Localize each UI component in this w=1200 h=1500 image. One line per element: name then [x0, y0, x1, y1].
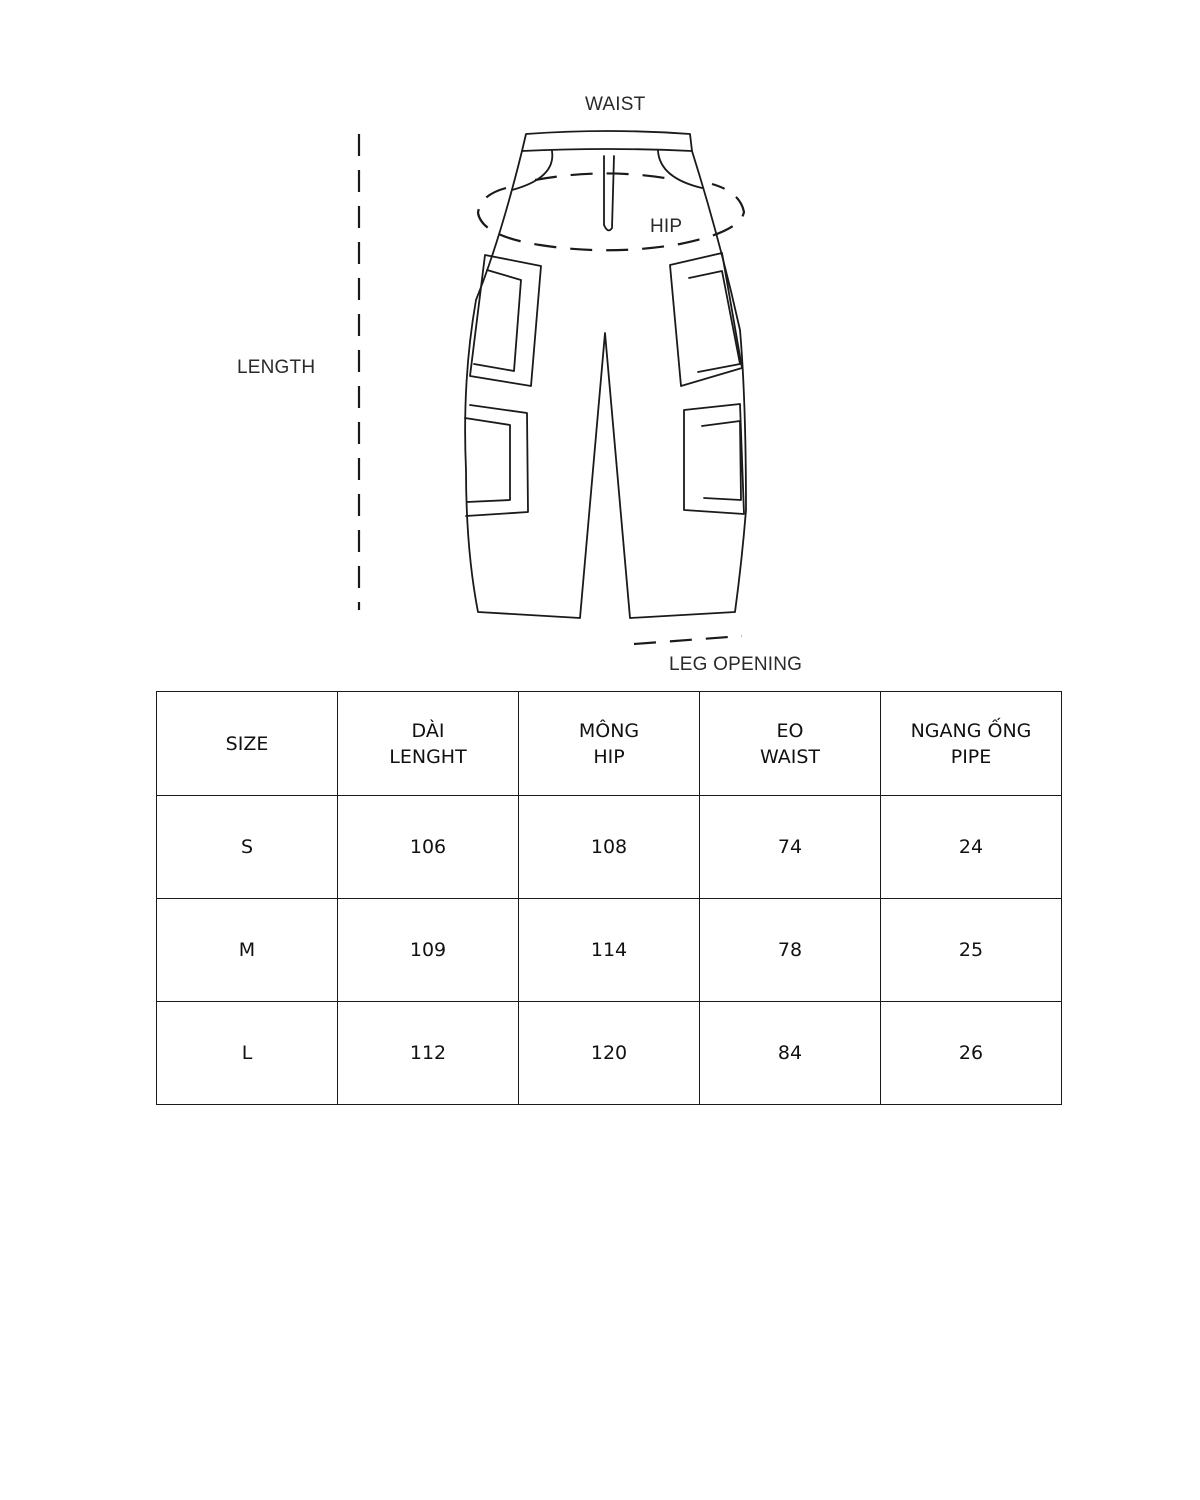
table-row — [157, 1002, 1062, 1105]
right-upper-cargo-pocket-inner — [689, 271, 740, 372]
table-row — [157, 899, 1062, 1002]
leg-opening-measure-line — [634, 636, 742, 644]
header-hip — [519, 692, 700, 796]
cell-waist: 84 — [700, 1002, 881, 1105]
table-header-row — [157, 692, 1062, 796]
waist-label: WAIST — [585, 94, 646, 115]
cell-pipe: 25 — [881, 899, 1062, 1002]
right-lower-cargo-pocket-inner — [702, 421, 741, 500]
cell-pipe: 24 — [881, 796, 1062, 899]
length-label: LENGTH — [237, 357, 316, 378]
cell-size: M — [157, 899, 338, 1002]
pants-measurement-diagram — [0, 0, 1200, 680]
cell-hip: 108 — [519, 796, 700, 899]
header-pipe — [881, 692, 1062, 796]
header-waist-en: WAIST — [759, 745, 820, 768]
cell-waist: 74 — [700, 796, 881, 899]
header-size — [157, 692, 338, 796]
header-hip-vn: MÔNG — [578, 719, 640, 742]
table-row — [157, 796, 1062, 899]
header-size-line1: SIZE — [225, 732, 269, 755]
cell-hip: 120 — [519, 1002, 700, 1105]
cell-length: 112 — [338, 1002, 519, 1105]
size-chart-table — [156, 691, 1062, 1105]
cell-waist: 78 — [700, 899, 881, 1002]
pants-outline — [465, 151, 746, 618]
cell-length: 106 — [338, 796, 519, 899]
header-length-en: LENGHT — [389, 745, 467, 768]
header-waist-vn: EO — [776, 719, 804, 742]
waistband — [522, 131, 692, 151]
leg-opening-label: LEG OPENING — [669, 654, 803, 675]
fly — [604, 156, 614, 230]
cell-length: 109 — [338, 899, 519, 1002]
header-waist — [700, 692, 881, 796]
header-length — [338, 692, 519, 796]
cell-size: L — [157, 1002, 338, 1105]
cell-hip: 114 — [519, 899, 700, 1002]
cell-size: S — [157, 796, 338, 899]
left-lower-cargo-pocket — [466, 405, 528, 516]
left-lower-cargo-pocket-inner — [465, 418, 510, 502]
header-pipe-vn: NGANG ỐNG — [910, 719, 1032, 742]
header-hip-en: HIP — [593, 745, 625, 768]
header-length-vn: DÀI — [411, 719, 445, 742]
left-front-pocket — [512, 151, 552, 190]
hip-label: HIP — [650, 216, 683, 237]
cell-pipe: 26 — [881, 1002, 1062, 1105]
hip-measure-line-back — [535, 173, 665, 180]
header-pipe-en: PIPE — [950, 745, 992, 768]
right-front-pocket — [658, 151, 702, 188]
right-lower-cargo-pocket — [684, 404, 744, 514]
